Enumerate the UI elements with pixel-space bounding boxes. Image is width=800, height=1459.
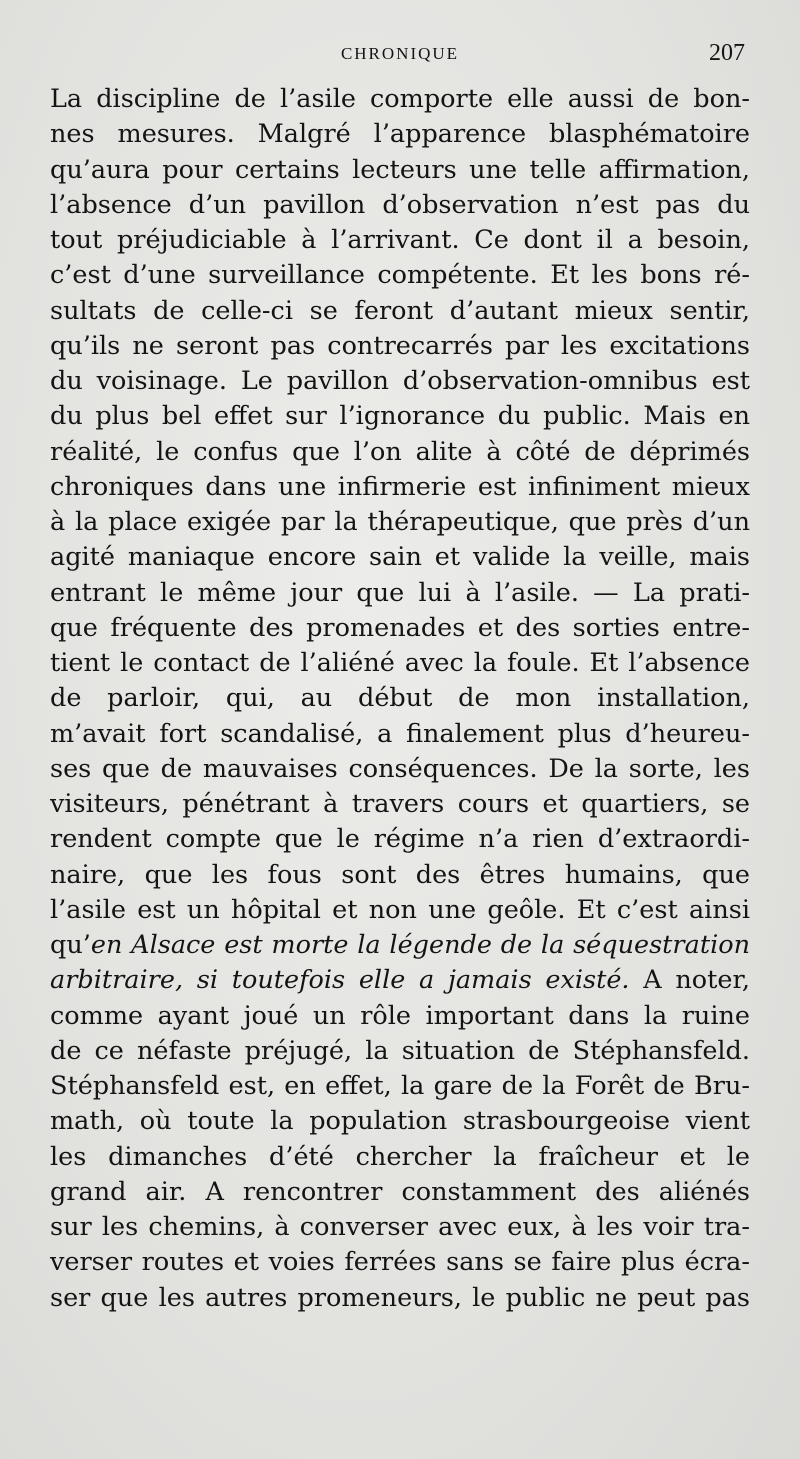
text-line: ses que de mauvaises conséquences. De la sorte, les: [50, 753, 750, 784]
italic-phrase: en Alsace est morte la légende de la séquestration: [90, 930, 750, 960]
text-line: grand air. A rencontrer constamment des aliénés: [50, 1176, 750, 1207]
text-line: m’avait fort scandalisé, a finalement plus d’heureu-: [50, 718, 750, 749]
text-line: rendent compte que le régime n’a rien d’extraordi-: [50, 824, 750, 855]
text-line: naire, que les fous sont des êtres humains, que: [50, 859, 750, 890]
page-number: 207: [709, 40, 745, 66]
text-line-mixed: [50, 928, 750, 963]
text-line: l’absence d’un pavillon d’observation n’est pas du: [50, 189, 750, 220]
text-line: chroniques dans une infirmerie est infiniment mieux: [50, 471, 750, 502]
text-line: tout préjudiciable à l’arrivant. Ce dont il a besoin,: [50, 225, 750, 255]
text-line: comme ayant joué un rôle important dans la ruine: [50, 1000, 750, 1031]
text-line: qu’aura pour certains lecteurs une telle affirmation,: [50, 154, 750, 185]
text-line: de ce néfaste préjugé, la situation de Stéphansfeld.: [50, 1035, 750, 1066]
text-line: à la place exigée par la thérapeutique, que près d’un: [50, 507, 750, 537]
text-line: de parloir, qui, au début de mon installation,: [50, 683, 750, 714]
text-line: du plus bel effet sur l’ignorance du public. Mais en: [50, 401, 750, 432]
text-line: La discipline de l’asile comporte elle aussi de bon-: [50, 84, 750, 114]
text-line: qu’ils ne seront pas contrecarrés par les excitations: [50, 330, 750, 361]
text-line: du voisinage. Le pavillon d’observation-omnibus est: [50, 366, 750, 396]
text-line-mixed: [50, 963, 750, 998]
italic-phrase: arbitraire, si toutefois elle a jamais existé.: [50, 965, 630, 996]
text-line: verser routes et voies ferrées sans se faire plus écra-: [50, 1247, 750, 1278]
body-text: [50, 82, 750, 1316]
page-header: [55, 36, 745, 76]
text-line: Stéphansfeld est, en effet, la gare de la Forêt de Bru-: [50, 1071, 750, 1101]
text-line: les dimanches d’été chercher la fraîcheur et le: [50, 1141, 750, 1172]
text-line: nes mesures. Malgré l’apparence blasphématoire: [50, 119, 750, 150]
text-line: tient le contact de l’aliéné avec la foule. Et l’absence: [50, 648, 750, 678]
text-line: sultats de celle-ci se feront d’autant mieux sentir,: [50, 295, 750, 326]
text-line: l’asile est un hôpital et non une geôle. Et c’est ainsi: [50, 894, 750, 925]
text-line: visiteurs, pénétrant à travers cours et quartiers, se: [50, 789, 750, 819]
text-line: que fréquente des promenades et des sorties entre-: [50, 612, 750, 643]
text-line: sur les chemins, à converser avec eux, à les voir tra-: [50, 1212, 750, 1242]
line-prefix: qu’: [50, 930, 91, 960]
text-line: c’est d’une surveillance compétente. Et les bons ré-: [50, 260, 750, 291]
text-line: math, où toute la population strasbourgeoise vient: [50, 1106, 750, 1137]
text-line: entrant le même jour que lui à l’asile. — La prati-: [50, 577, 750, 608]
line-suffix: A noter,: [629, 965, 750, 996]
text-line: réalité, le confus que l’on alite à côté de déprimés: [50, 436, 750, 467]
text-line: ser que les autres promeneurs, le public ne peut pas: [50, 1282, 750, 1313]
text-line: agité maniaque encore sain et valide la veille, mais: [50, 542, 750, 573]
running-head: CHRONIQUE: [340, 44, 460, 63]
